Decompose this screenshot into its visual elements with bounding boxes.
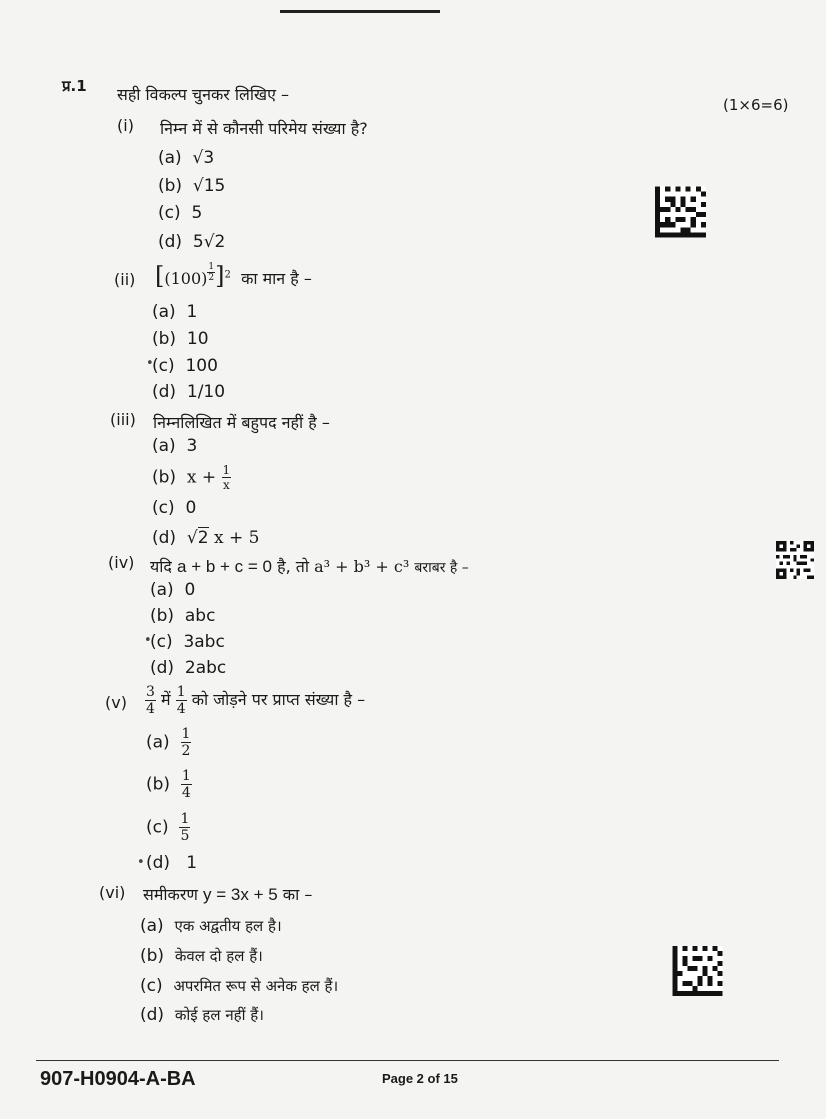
item-iii-option-c: (c) 0 — [152, 498, 197, 518]
item-v-option-a: (a) $\frac{1}{2}$ — [146, 726, 191, 759]
item-i-option-a: (a) √3 — [158, 148, 215, 168]
item-iii-stem: निम्नलिखित में बहुपद नहीं है – — [153, 413, 330, 432]
item-ii-option-b: (b) 10 — [152, 329, 209, 349]
item-i-option-b: (b) √15 — [158, 176, 226, 196]
qr-code-icon — [776, 541, 814, 579]
item-iv-option-c: (c) 3abc — [150, 632, 225, 652]
item-ii-stem: [(100) $\frac{1}{2}$ ]$^2$ का मान है – — [155, 262, 312, 290]
top-rule — [280, 10, 440, 13]
item-i-label: (i) — [117, 116, 134, 135]
item-iv-option-d: (d) 2abc — [150, 658, 227, 678]
qr-code-icon — [655, 186, 706, 238]
item-iv-option-b: (b) abc — [150, 606, 216, 626]
item-v-stem: $\frac{3}{4}$ में $\frac{1}{4}$ को जोड़ने पर प्राप्त संख्या है – — [146, 684, 366, 717]
item-i-option-c: (c) 5 — [158, 203, 203, 223]
answer-tick-mark: • — [146, 356, 154, 371]
item-v-option-c: (c) $\frac{1}{5}$ — [146, 811, 190, 844]
item-ii-option-c: (c) 100 — [152, 356, 218, 376]
item-vi-option-c: (c) अपरमित रूप से अनेक हल हैं। — [140, 976, 339, 996]
page-number: Page 2 of 15 — [382, 1071, 458, 1086]
item-vi-option-b: (b) केवल दो हल हैं। — [140, 946, 263, 966]
item-iii-option-d: (d) √2 x + 5 — [152, 528, 260, 548]
item-iv-stem: यदि a + b + c = 0 है, तो a³ + b³ + c³ बराबर है – — [150, 557, 469, 576]
marks-label: (1×6=6) — [723, 96, 789, 114]
item-vi-label: (vi) — [99, 883, 126, 902]
item-ii-option-a: (a) 1 — [152, 302, 198, 322]
item-iii-option-b: (b) x + $\frac{1}{x}$ — [152, 463, 231, 492]
item-v-option-d: (d) 1 — [146, 853, 198, 873]
item-iv-label: (iv) — [108, 553, 135, 572]
qr-code-icon — [672, 946, 723, 996]
item-vi-stem: समीकरण y = 3x + 5 का – — [143, 885, 313, 904]
item-v-option-b: (b) $\frac{1}{4}$ — [146, 768, 191, 801]
item-v-label: (v) — [105, 693, 127, 712]
question-instruction: सही विकल्प चुनकर लिखिए – — [117, 85, 290, 104]
answer-tick-mark: • — [144, 633, 152, 648]
paper-code: 907-H0904-A-BA — [40, 1068, 196, 1090]
item-vi-option-d: (d) कोई हल नहीं हैं। — [140, 1005, 264, 1025]
item-i-option-d: (d) 5√2 — [158, 232, 226, 252]
item-ii-option-d: (d) 1/10 — [152, 382, 226, 402]
footer-rule — [36, 1060, 779, 1061]
item-ii-label: (ii) — [114, 270, 136, 289]
question-number: प्र.1 — [62, 77, 87, 95]
answer-tick-mark: • — [137, 855, 145, 870]
item-i-stem: निम्न में से कौनसी परिमेय संख्या है? — [160, 119, 368, 138]
item-vi-option-a: (a) एक अद्वतीय हल है। — [140, 916, 282, 936]
item-iii-option-a: (a) 3 — [152, 436, 198, 456]
item-iii-label: (iii) — [110, 410, 136, 429]
item-iv-option-a: (a) 0 — [150, 580, 196, 600]
